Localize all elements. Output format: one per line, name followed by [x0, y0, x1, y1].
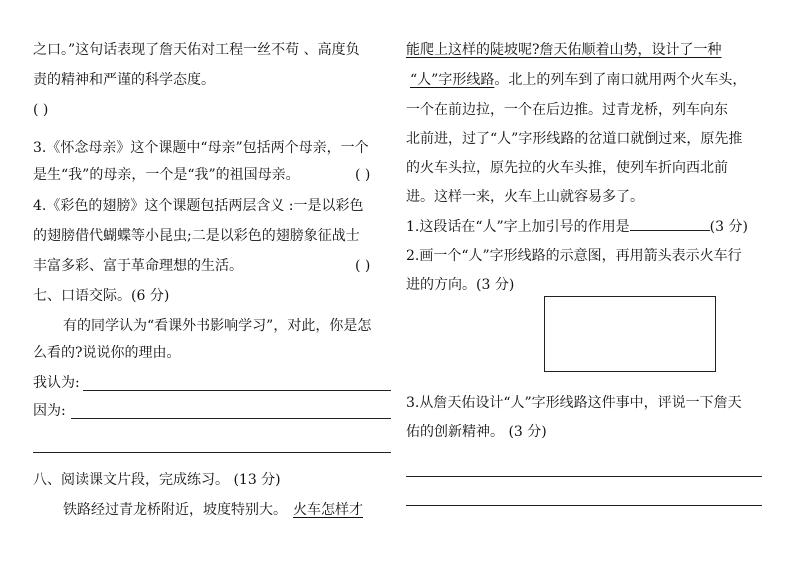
passage-line: 一个在前边拉，一个在后边推。过青龙桥，列车向东: [406, 102, 728, 118]
answer-parentheses[interactable]: ( ): [355, 258, 371, 274]
reason-answer-line-2[interactable]: [33, 452, 391, 453]
question-2-text: 进的方向。(3 分): [406, 277, 515, 293]
question-1-score: (3 分): [709, 219, 748, 235]
passage-line: [63, 500, 363, 520]
passage-line: 北前进，过了“人”字形线路的岔道口就倒过来，原先推: [406, 131, 743, 147]
passage-line: 的火车头拉，原先拉的火车头推，使列车折向西北前: [406, 160, 728, 176]
passage-text: 。北上的列车到了南口就用两个火车头，: [494, 72, 747, 88]
opinion-answer-line[interactable]: [83, 390, 391, 391]
question-3-text: 3.从詹天佑设计“人”字形线路这件事中，评说一下詹天: [406, 395, 742, 411]
paragraph-line: 责的精神和严谨的科学态度。: [33, 72, 215, 88]
question-4-text: 丰富多彩、富于革命理想的生活。: [33, 258, 243, 274]
paragraph-line: 之口。”这句话表现了詹天佑对工程一丝不苟 、高度负: [33, 42, 360, 58]
question-2-text: 2.画一个“人”字形线路的示意图，再用箭头表示火车行: [406, 248, 742, 264]
section-7-prompt: 么看的?说说你的理由。: [33, 345, 181, 361]
answer-parentheses[interactable]: ( ): [33, 102, 49, 118]
question-4-text: 的翅膀借代蝴蝶等小昆虫;二是以彩色的翅膀象征战士: [33, 228, 360, 244]
passage-text: 铁路经过青龙桥附近，坡度特别大。: [63, 502, 287, 518]
reason-label: 因为:: [33, 403, 66, 419]
passage-line: 进。这样一来，火车上山就容易多了。: [406, 189, 644, 205]
question-3-text: 3.《怀念母亲》这个课题中“母亲”包括两个母亲，一个: [33, 140, 369, 156]
reason-answer-line[interactable]: [71, 418, 391, 419]
question-1-text: 1.这段话在“人”字上加引号的作用是: [406, 219, 630, 235]
section-7-prompt: 有的同学认为“看课外书影响学习”，对此，你是怎: [63, 318, 372, 334]
question-3-text: 是生“我”的母亲，一个是“我”的祖国母亲。: [33, 167, 300, 183]
section-8-title: 八、阅读课文片段，完成练习。 (13 分): [33, 472, 281, 488]
passage-underlined-text: 火车怎样才: [293, 502, 363, 518]
answer-blank[interactable]: [630, 216, 710, 231]
passage-underlined-text: “人”字形线路: [410, 72, 495, 88]
answer-line[interactable]: [406, 505, 762, 506]
question-3-text: 佑的创新精神。 (3 分): [406, 424, 547, 440]
opinion-label: 我认为:: [33, 375, 80, 391]
answer-line[interactable]: [406, 476, 762, 477]
question-1: [406, 216, 748, 237]
passage-underlined-text: 能爬上这样的陡坡呢?詹天佑顺着山势，设计了一种: [406, 42, 722, 58]
question-4-text: 4.《彩色的翅膀》这个课题包括两层含义 :一是以彩色: [33, 198, 364, 214]
drawing-box[interactable]: [544, 296, 716, 372]
answer-parentheses[interactable]: ( ): [355, 167, 371, 183]
section-7-title: 七、口语交际。(6 分): [33, 288, 170, 304]
passage-line: [406, 70, 746, 90]
